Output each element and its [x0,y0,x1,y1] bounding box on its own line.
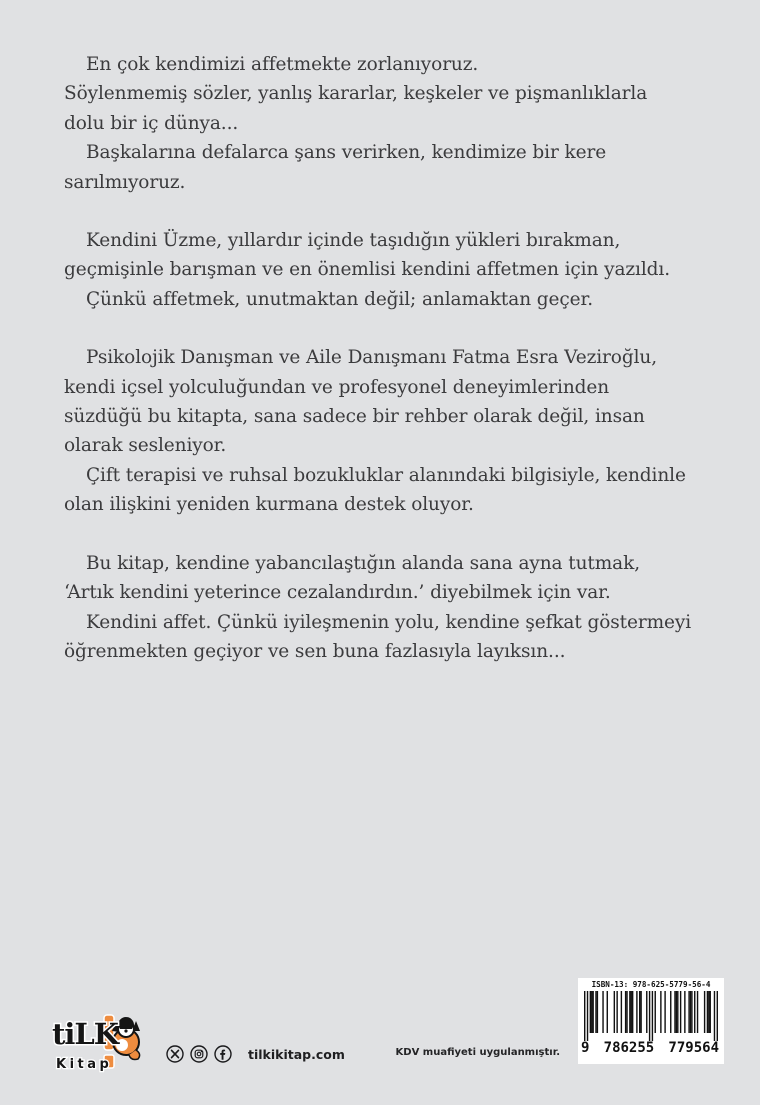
text-line: Kendini affet. Çünkü iyileşmenin yolu, kendine şefkat göstermeyi [86,611,692,633]
text-line: sarılmıyoruz. [64,171,186,193]
back-cover-text [64,50,714,666]
instagram-icon [190,1045,208,1063]
isbn-digit-group: 786255 [603,1040,655,1056]
text-line: Psikolojik Danışman ve Aile Danışmanı Fatma Esra Veziroğlu, [86,347,657,369]
text-line: ‘Artık kendini yeterince cezalandırdın.’ diyebilmek için var. [64,582,611,604]
text-line: Kendini Üzme, yıllardır içinde taşıdığın yükleri bırakman, [86,230,621,252]
logo-subtitle: Kitap [56,1057,113,1072]
text-line: En çok kendimizi affetmekte zorlanıyoruz. [86,54,479,75]
x-icon [166,1045,184,1063]
tax-note: KDV muafiyeti uygulanmıştır. [395,1047,560,1058]
text-line: Söylenmemiş sözler, yanlış kararlar, keşkeler ve pişmanlıklarla [64,83,648,105]
text-line: Çünkü affetmek, unutmaktan değil; anlamaktan geçer. [86,288,593,310]
website-url: tilkikitap.com [248,1046,345,1062]
text-line: süzdüğü bu kitapta, sana sadece bir rehber olarak değil, insan [64,406,645,428]
tilki-kitap-logo-graphic [52,1012,144,1080]
text-line: olarak sesleniyor. [64,435,227,457]
text-line: kendi içsel yolculuğundan ve profesyonel deneyimlerinden [64,376,610,398]
isbn-digits [581,1040,719,1056]
isbn-digit-group: 779564 [668,1040,719,1056]
isbn-label: ISBN-13: 978-625-5779-56-4 [591,980,711,989]
text-line: dolu bir iç dünya... [64,112,239,134]
paragraph-group-4 [64,549,714,667]
text-line: öğrenmekten geçiyor ve sen buna fazlasıyla layıksın... [64,640,566,662]
text-line: Çift terapisi ve ruhsal bozukluklar alanındaki bilgisiyle, kendinle [86,464,686,486]
publisher-logo [52,1012,144,1080]
ean13-barcode [584,991,718,1041]
text-line: Başkalarına defalarca şans verirken, kendimize bir kere [86,142,607,164]
logo-wordmark: tiLK [52,1017,119,1051]
text-line: Bu kitap, kendine yabancılaştığın alanda sana ayna tutmak, [86,552,640,574]
isbn-digit-group: 9 [581,1040,590,1056]
text-line: olan ilişkini yeniden kurmana destek oluyor. [64,494,474,516]
text-line: geçmişinle barışman ve en önemlisi kendini affetmen için yazıldı. [64,259,670,281]
facebook-icon [214,1045,232,1063]
paragraph-group-1 [64,50,714,197]
isbn-barcode-box [578,978,724,1064]
paragraph-group-2 [64,226,714,314]
social-links-row [166,1045,345,1063]
paragraph-group-3 [64,343,714,519]
